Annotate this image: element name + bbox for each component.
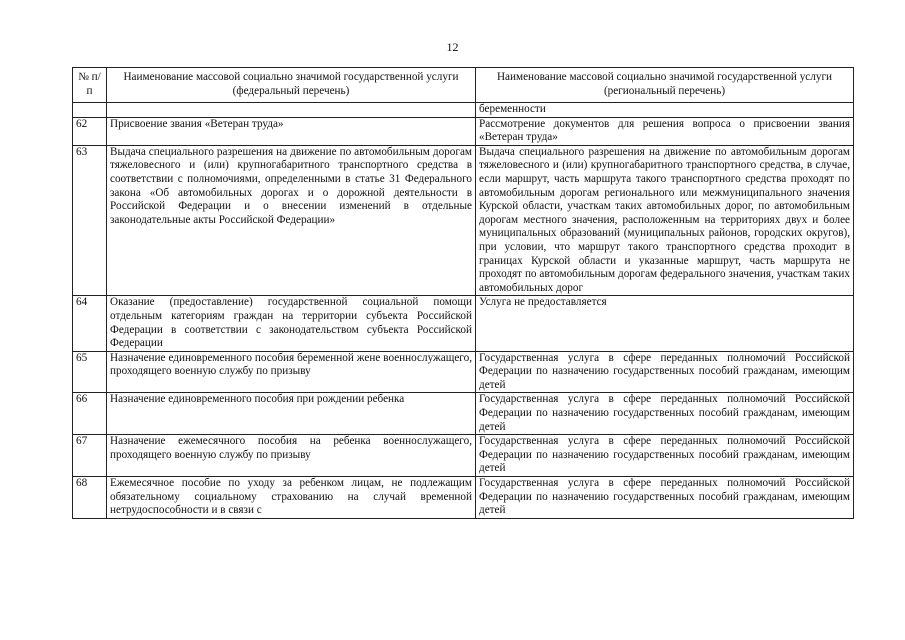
row-regional: Услуга не предоставляется	[476, 296, 854, 351]
row-regional: беременности	[476, 103, 854, 118]
row-federal: Присвоение звания «Ветеран труда»	[107, 117, 476, 145]
row-regional: Выдача специального разрешения на движение по автомобильным дорогам тяжеловесного и (или) крупногабаритного транспортного средства, в случае, если маршрут, часть маршрута такого транспортного средства проходят по автомобильным дорогам регионального или межмуниципального значения Курской области, участкам таких автомобильных дорог, по автомобильным дорогам местного значения, расположенным на территориях двух и более муниципальных образований (муниципальных районов, городских округов), при условии, что маршрут такого транспортного средства проходит в границах Курской области и указанные маршрут, часть маршрута не проходят по автомобильным дорогам федерального значения, участкам таких автомобильных дорог	[476, 145, 854, 296]
table-row	[73, 351, 854, 393]
row-federal: Ежемесячное пособие по уходу за ребенком лицам, не подлежащим обязательному социальному страхованию на случай временной нетрудоспособности и в связи с	[107, 477, 476, 519]
row-federal	[107, 103, 476, 118]
table-row	[73, 477, 854, 519]
table-row	[73, 296, 854, 351]
row-federal: Назначение единовременного пособия при рождении ребенка	[107, 393, 476, 435]
row-regional: Государственная услуга в сфере переданных полномочий Российской Федерации по назначению государственных пособий гражданам, имеющим детей	[476, 351, 854, 393]
table-row	[73, 117, 854, 145]
row-num: 64	[73, 296, 107, 351]
table-row	[73, 393, 854, 435]
header-federal: Наименование массовой социально значимой государственной услуги (федеральный перечень)	[107, 68, 476, 103]
row-num	[73, 103, 107, 118]
page-number: 12	[446, 40, 459, 54]
row-num: 68	[73, 477, 107, 519]
row-num: 65	[73, 351, 107, 393]
table-row	[73, 435, 854, 477]
row-regional: Государственная услуга в сфере переданных полномочий Российской Федерации по назначению государственных пособий гражданам, имеющим детей	[476, 393, 854, 435]
row-federal: Оказание (предоставление) государственной социальной помощи отдельным категориям граждан на территории субъекта Российской Федерации в соответствии с законодательством субъекта Российской Федерации	[107, 296, 476, 351]
row-num: 66	[73, 393, 107, 435]
row-num: 63	[73, 145, 107, 296]
row-federal: Назначение единовременного пособия беременной жене военнослужащего, проходящего военную службу по призыву	[107, 351, 476, 393]
row-federal: Назначение ежемесячного пособия на ребенка военнослужащего, проходящего военную службу по призыву	[107, 435, 476, 477]
table-row	[73, 145, 854, 296]
row-num: 62	[73, 117, 107, 145]
header-num: № п/п	[73, 68, 107, 103]
row-regional: Государственная услуга в сфере переданных полномочий Российской Федерации по назначению государственных пособий гражданам, имеющим детей	[476, 435, 854, 477]
row-regional: Рассмотрение документов для решения вопроса о присвоении звания «Ветеран труда»	[476, 117, 854, 145]
table-header-row	[73, 68, 854, 103]
row-federal: Выдача специального разрешения на движение по автомобильным дорогам тяжеловесного и (или) крупногабаритного транспортного средства в соответствии с полномочиями, определенными в статье 31 Федерального закона «Об автомобильных дорогах и о дорожной деятельности в Российской Федерации и о внесении изменений в отдельные законодательные акты Российской Федерации»	[107, 145, 476, 296]
row-regional: Государственная услуга в сфере переданных полномочий Российской Федерации по назначению государственных пособий гражданам, имеющим детей	[476, 477, 854, 519]
header-regional: Наименование массовой социально значимой государственной услуги (региональный перечень)	[476, 68, 854, 103]
table-row	[73, 103, 854, 118]
row-num: 67	[73, 435, 107, 477]
services-table	[72, 67, 854, 519]
